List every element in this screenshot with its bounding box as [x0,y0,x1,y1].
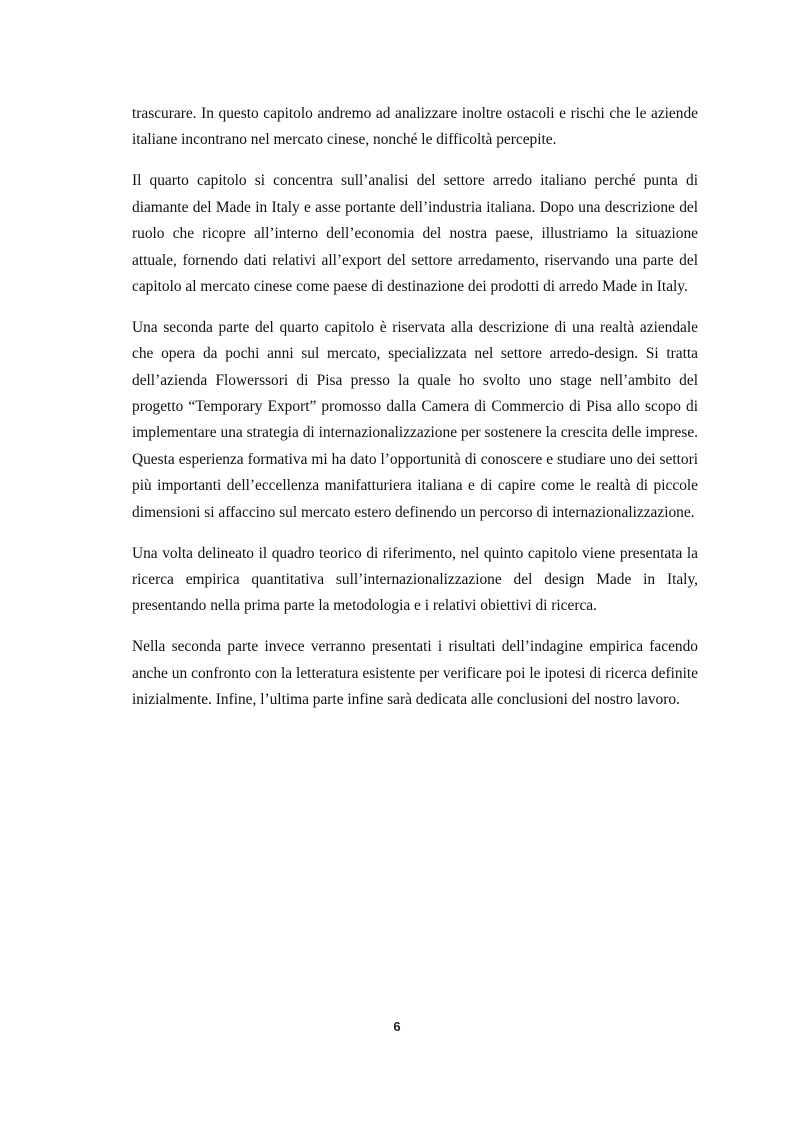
paragraph-1: trascurare. In questo capitolo andremo ad analizzare inoltre ostacoli e rischi che le aziende italiane incontrano nel mercato cinese, nonché le difficoltà percepite. [132,105,698,149]
paragraph-4: Una volta delineato il quadro teorico di riferimento, nel quinto capitolo viene presentata la ricerca empirica quantitativa sull’internazionalizzazione del design Made in Italy, presentando nella prima parte la metodologia e i relativi obiettivi di ricerca. [132,544,698,615]
paragraph-3: Una seconda parte del quarto capitolo è riservata alla descrizione di una realtà aziendale che opera da pochi anni sul mercato, specializzata nel settore arredo-design. Si tratta dell’azienda Flowerssori di Pisa presso la quale ho svolto uno stage nell’ambito del progetto “Temporary Export” promosso dalla Camera di Commercio di Pisa allo scopo di implementare una strategia di internazionalizzazione per sostenere la crescita delle imprese. Questa esperienza formativa mi ha dato l’opportunità di conoscere e studiare uno dei settori più importanti dell’eccellenza manifatturiera italiana e di capire come le realtà di piccole dimensioni si affaccino sul mercato estero definendo un percorso di internazionalizzazione. [132,318,698,521]
paragraph-2: Il quarto capitolo si concentra sull’analisi del settore arredo italiano perché punta di diamante del Made in Italy e asse portante dell’industria italiana. Dopo una descrizione del ruolo che ricopre all’interno dell’economia del nostra paese, illustriamo la situazione attuale, fornendo dati relativi all’export del settore arredamento, riservando una parte del capitolo al mercato cinese come paese di destinazione dei prodotti di arredo Made in Italy. [132,172,698,295]
paragraph-5: Nella seconda parte invece verranno presentati i risultati dell’indagine empirica facendo anche un confronto con la letteratura esistente per verificare poi le ipotesi di ricerca definite inizialmente. Infine, l’ultima parte infine sarà dedicata alle conclusioni del nostro lavoro. [132,638,698,709]
body-text [132,101,698,728]
page-number: 6 [393,1019,401,1034]
